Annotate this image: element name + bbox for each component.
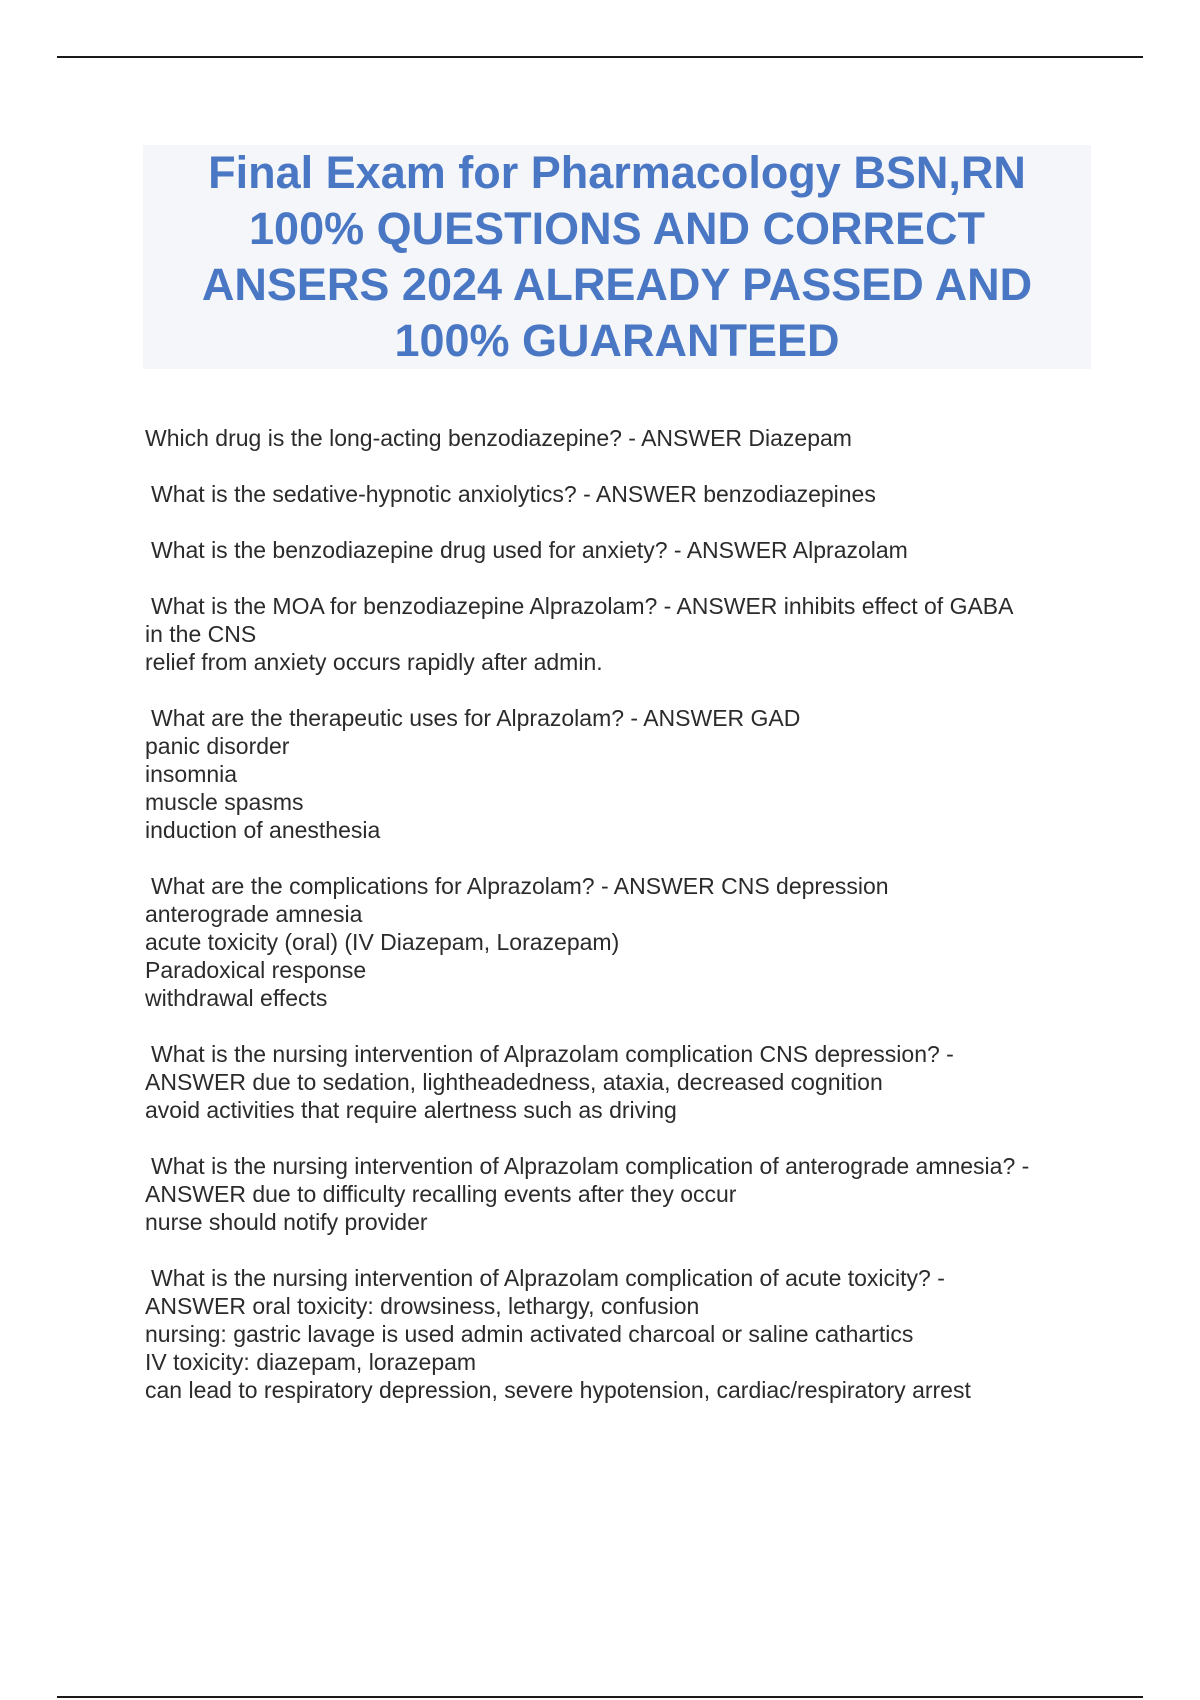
qa-list	[145, 424, 1095, 1432]
document-title	[202, 145, 1032, 369]
qa-line: What is the nursing intervention of Alprazolam complication of acute toxicity? -	[151, 1265, 945, 1291]
qa-line: nurse should notify provider	[145, 1209, 428, 1235]
qa-line: ANSWER oral toxicity: drowsiness, lethargy, confusion	[145, 1293, 700, 1319]
qa-line: ANSWER due to difficulty recalling events after they occur	[145, 1181, 737, 1207]
qa-line: What are the complications for Alprazolam? - ANSWER CNS depression	[151, 873, 889, 899]
qa-item	[145, 480, 1095, 508]
qa-line: avoid activities that require alertness such as driving	[145, 1097, 677, 1123]
qa-line: Which drug is the long-acting benzodiazepine? - ANSWER Diazepam	[145, 425, 852, 451]
qa-item	[145, 424, 1095, 452]
qa-line: What is the nursing intervention of Alprazolam complication CNS depression? -	[151, 1041, 954, 1067]
qa-line: What is the MOA for benzodiazepine Alprazolam? - ANSWER inhibits effect of GABA	[151, 593, 1014, 619]
qa-line: anterograde amnesia	[145, 901, 363, 927]
title-line: Final Exam for Pharmacology BSN,RN	[208, 147, 1026, 198]
qa-item	[145, 592, 1095, 676]
qa-line: acute toxicity (oral) (IV Diazepam, Lorazepam)	[145, 929, 620, 955]
qa-line: What is the benzodiazepine drug used for anxiety? - ANSWER Alprazolam	[151, 537, 908, 563]
qa-item	[145, 1040, 1095, 1124]
top-rule	[57, 56, 1143, 58]
qa-line: insomnia	[145, 761, 238, 787]
qa-item	[145, 536, 1095, 564]
title-line: 100% GUARANTEED	[394, 315, 840, 366]
qa-line: IV toxicity: diazepam, lorazepam	[145, 1349, 477, 1375]
title-line: 100% QUESTIONS AND CORRECT	[249, 203, 985, 254]
qa-line: Paradoxical response	[145, 957, 367, 983]
bottom-rule	[57, 1696, 1143, 1698]
qa-line: induction of anesthesia	[145, 817, 381, 843]
qa-line: nursing: gastric lavage is used admin activated charcoal or saline cathartics	[145, 1321, 914, 1347]
qa-line: What is the nursing intervention of Alprazolam complication of anterograde amnesia? -	[151, 1153, 1030, 1179]
qa-line: can lead to respiratory depression, severe hypotension, cardiac/respiratory arrest	[145, 1377, 971, 1403]
qa-line: panic disorder	[145, 733, 290, 759]
qa-item	[145, 1152, 1095, 1236]
title-banner	[143, 145, 1091, 369]
qa-line: ANSWER due to sedation, lightheadedness, ataxia, decreased cognition	[145, 1069, 883, 1095]
qa-line: relief from anxiety occurs rapidly after admin.	[145, 649, 603, 675]
qa-line: muscle spasms	[145, 789, 304, 815]
qa-line: What is the sedative-hypnotic anxiolytics? - ANSWER benzodiazepines	[151, 481, 876, 507]
title-line: ANSERS 2024 ALREADY PASSED AND	[201, 259, 1033, 310]
qa-line: What are the therapeutic uses for Alprazolam? - ANSWER GAD	[151, 705, 801, 731]
qa-item	[145, 704, 1095, 844]
qa-line: withdrawal effects	[145, 985, 328, 1011]
qa-line: in the CNS	[145, 621, 257, 647]
qa-item	[145, 872, 1095, 1012]
qa-item	[145, 1264, 1095, 1404]
